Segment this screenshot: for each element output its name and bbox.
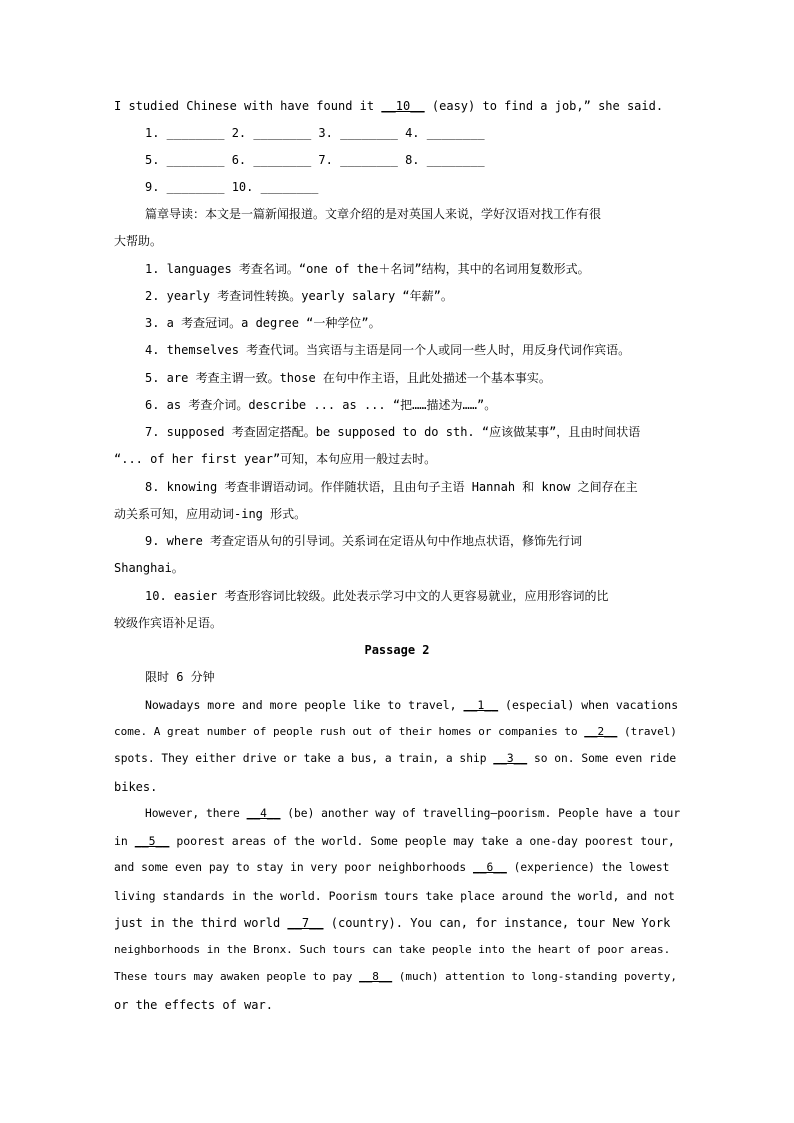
answer-explanation-1: 1. languages 考查名词。“one of the＋名词”结构，其中的名词用复数形式。 bbox=[145, 262, 590, 276]
answer-explanation-10: 10. easier 考查形容词比较级。此处表示学习中文的人更容易就业，应用形容词的比 bbox=[145, 589, 609, 603]
blank-5: __5__ bbox=[134, 834, 170, 848]
text-segment: poorest areas of the world. Some people may take a one-day poorest tour, bbox=[169, 834, 675, 848]
text-segment: come. A great number of people rush out of their homes or companies to bbox=[114, 725, 585, 738]
answer-explanation-2: 2. yearly 考查词性转换。yearly salary “年薪”。 bbox=[145, 289, 453, 303]
text-segment: However, there bbox=[145, 807, 247, 820]
blank-2: __2__ bbox=[584, 725, 618, 738]
passage-line: bikes. bbox=[114, 780, 158, 794]
answer-explanation-4: 4. themselves 考查代词。当宾语与主语是同一个人或同一些人时，用反身代词作宾语。 bbox=[145, 343, 631, 357]
text-segment: (especial) when vacations bbox=[498, 698, 679, 712]
blank-1: __1__ bbox=[463, 698, 499, 712]
text-segment: (experience) the lowest bbox=[506, 861, 670, 874]
text-segment: (much) attention to long-standing poverty, bbox=[392, 970, 677, 983]
text-segment: These tours may awaken people to pay bbox=[114, 970, 360, 983]
blank-8: __8__ bbox=[359, 970, 393, 983]
blank-6: __6__ bbox=[472, 861, 507, 874]
answer-explanation-9-cont: Shanghai。 bbox=[114, 561, 184, 575]
text-segment: (easy) to find a job,” she said. bbox=[424, 99, 664, 113]
passage-line bbox=[114, 752, 680, 766]
passage-line bbox=[114, 834, 680, 848]
answer-explanation-10-cont: 较级作宾语补足语。 bbox=[114, 616, 223, 630]
time-limit: 限时 6 分钟 bbox=[145, 670, 215, 684]
answer-explanation-9: 9. where 考查定语从句的引导词。关系词在定语从句中作地点状语，修饰先行词 bbox=[145, 534, 583, 548]
passage-line bbox=[114, 970, 680, 984]
text-segment: I studied Chinese with have found it bbox=[114, 99, 382, 113]
passage-line: neighborhoods in the Bronx. Such tours can take people into the heart of poor areas. bbox=[114, 943, 671, 956]
answer-explanation-6: 6. as 考查介词。describe ... as ... “把……描述为……”。 bbox=[145, 398, 497, 412]
answer-explanation-8: 8. knowing 考查非谓语动词。作伴随状语，且由句子主语 Hannah 和 know 之间存在主 bbox=[145, 480, 638, 494]
guide-text: 篇章导读：本文是一篇新闻报道。文章介绍的是对英国人来说，学好汉语对找工作有很 bbox=[145, 207, 602, 221]
blank-7: __7__ bbox=[287, 916, 324, 930]
text-segment: just in the third world bbox=[114, 916, 288, 930]
passage-line bbox=[114, 861, 680, 875]
answer-blanks-row-1: 1. ________ 2. ________ 3. ________ 4. ________ bbox=[145, 126, 485, 140]
passage-line bbox=[145, 698, 680, 712]
passage-line: or the effects of war. bbox=[114, 998, 273, 1012]
blank-3: __3__ bbox=[493, 752, 528, 765]
answer-blanks-row-3: 9. ________ 10. ________ bbox=[145, 180, 319, 194]
text-line bbox=[114, 99, 680, 113]
passage-line bbox=[145, 807, 680, 821]
answer-explanation-3: 3. a 考查冠词。a degree “一种学位”。 bbox=[145, 316, 381, 330]
text-segment: spots. They either drive or take a bus, a train, a ship bbox=[114, 752, 494, 765]
guide-text: 大帮助。 bbox=[114, 234, 163, 248]
text-segment: (travel) bbox=[617, 725, 677, 738]
answer-blanks-row-2: 5. ________ 6. ________ 7. ________ 8. ________ bbox=[145, 153, 485, 167]
text-segment: Nowadays more and more people like to travel, bbox=[145, 698, 464, 712]
passage-heading: Passage 2 bbox=[364, 643, 430, 657]
text-segment: (country). You can, for instance, tour New York bbox=[323, 916, 671, 930]
answer-explanation-5: 5. are 考查主谓一致。those 在句中作主语，且此处描述一个基本事实。 bbox=[145, 371, 551, 385]
passage-line bbox=[114, 725, 680, 739]
text-segment: in bbox=[114, 834, 135, 848]
passage-line: living standards in the world. Poorism tours take place around the world, and not bbox=[114, 889, 675, 903]
text-segment: so on. Some even ride bbox=[527, 752, 677, 765]
answer-explanation-7: 7. supposed 考查固定搭配。be supposed to do sth. “应该做某事”，且由时间状语 bbox=[145, 425, 641, 439]
answer-explanation-8-cont: 动关系可知，应用动词-ing 形式。 bbox=[114, 507, 307, 521]
text-segment: and some even pay to stay in very poor neighborhoods bbox=[114, 861, 473, 874]
blank-4: __4__ bbox=[246, 807, 281, 820]
text-segment: (be) another way of travelling—poorism. People have a tour bbox=[280, 807, 680, 820]
answer-explanation-7-cont: “... of her first year”可知，本句应用一般过去时。 bbox=[114, 452, 437, 466]
blank-10: __10__ bbox=[381, 99, 425, 113]
passage-line bbox=[114, 916, 680, 930]
